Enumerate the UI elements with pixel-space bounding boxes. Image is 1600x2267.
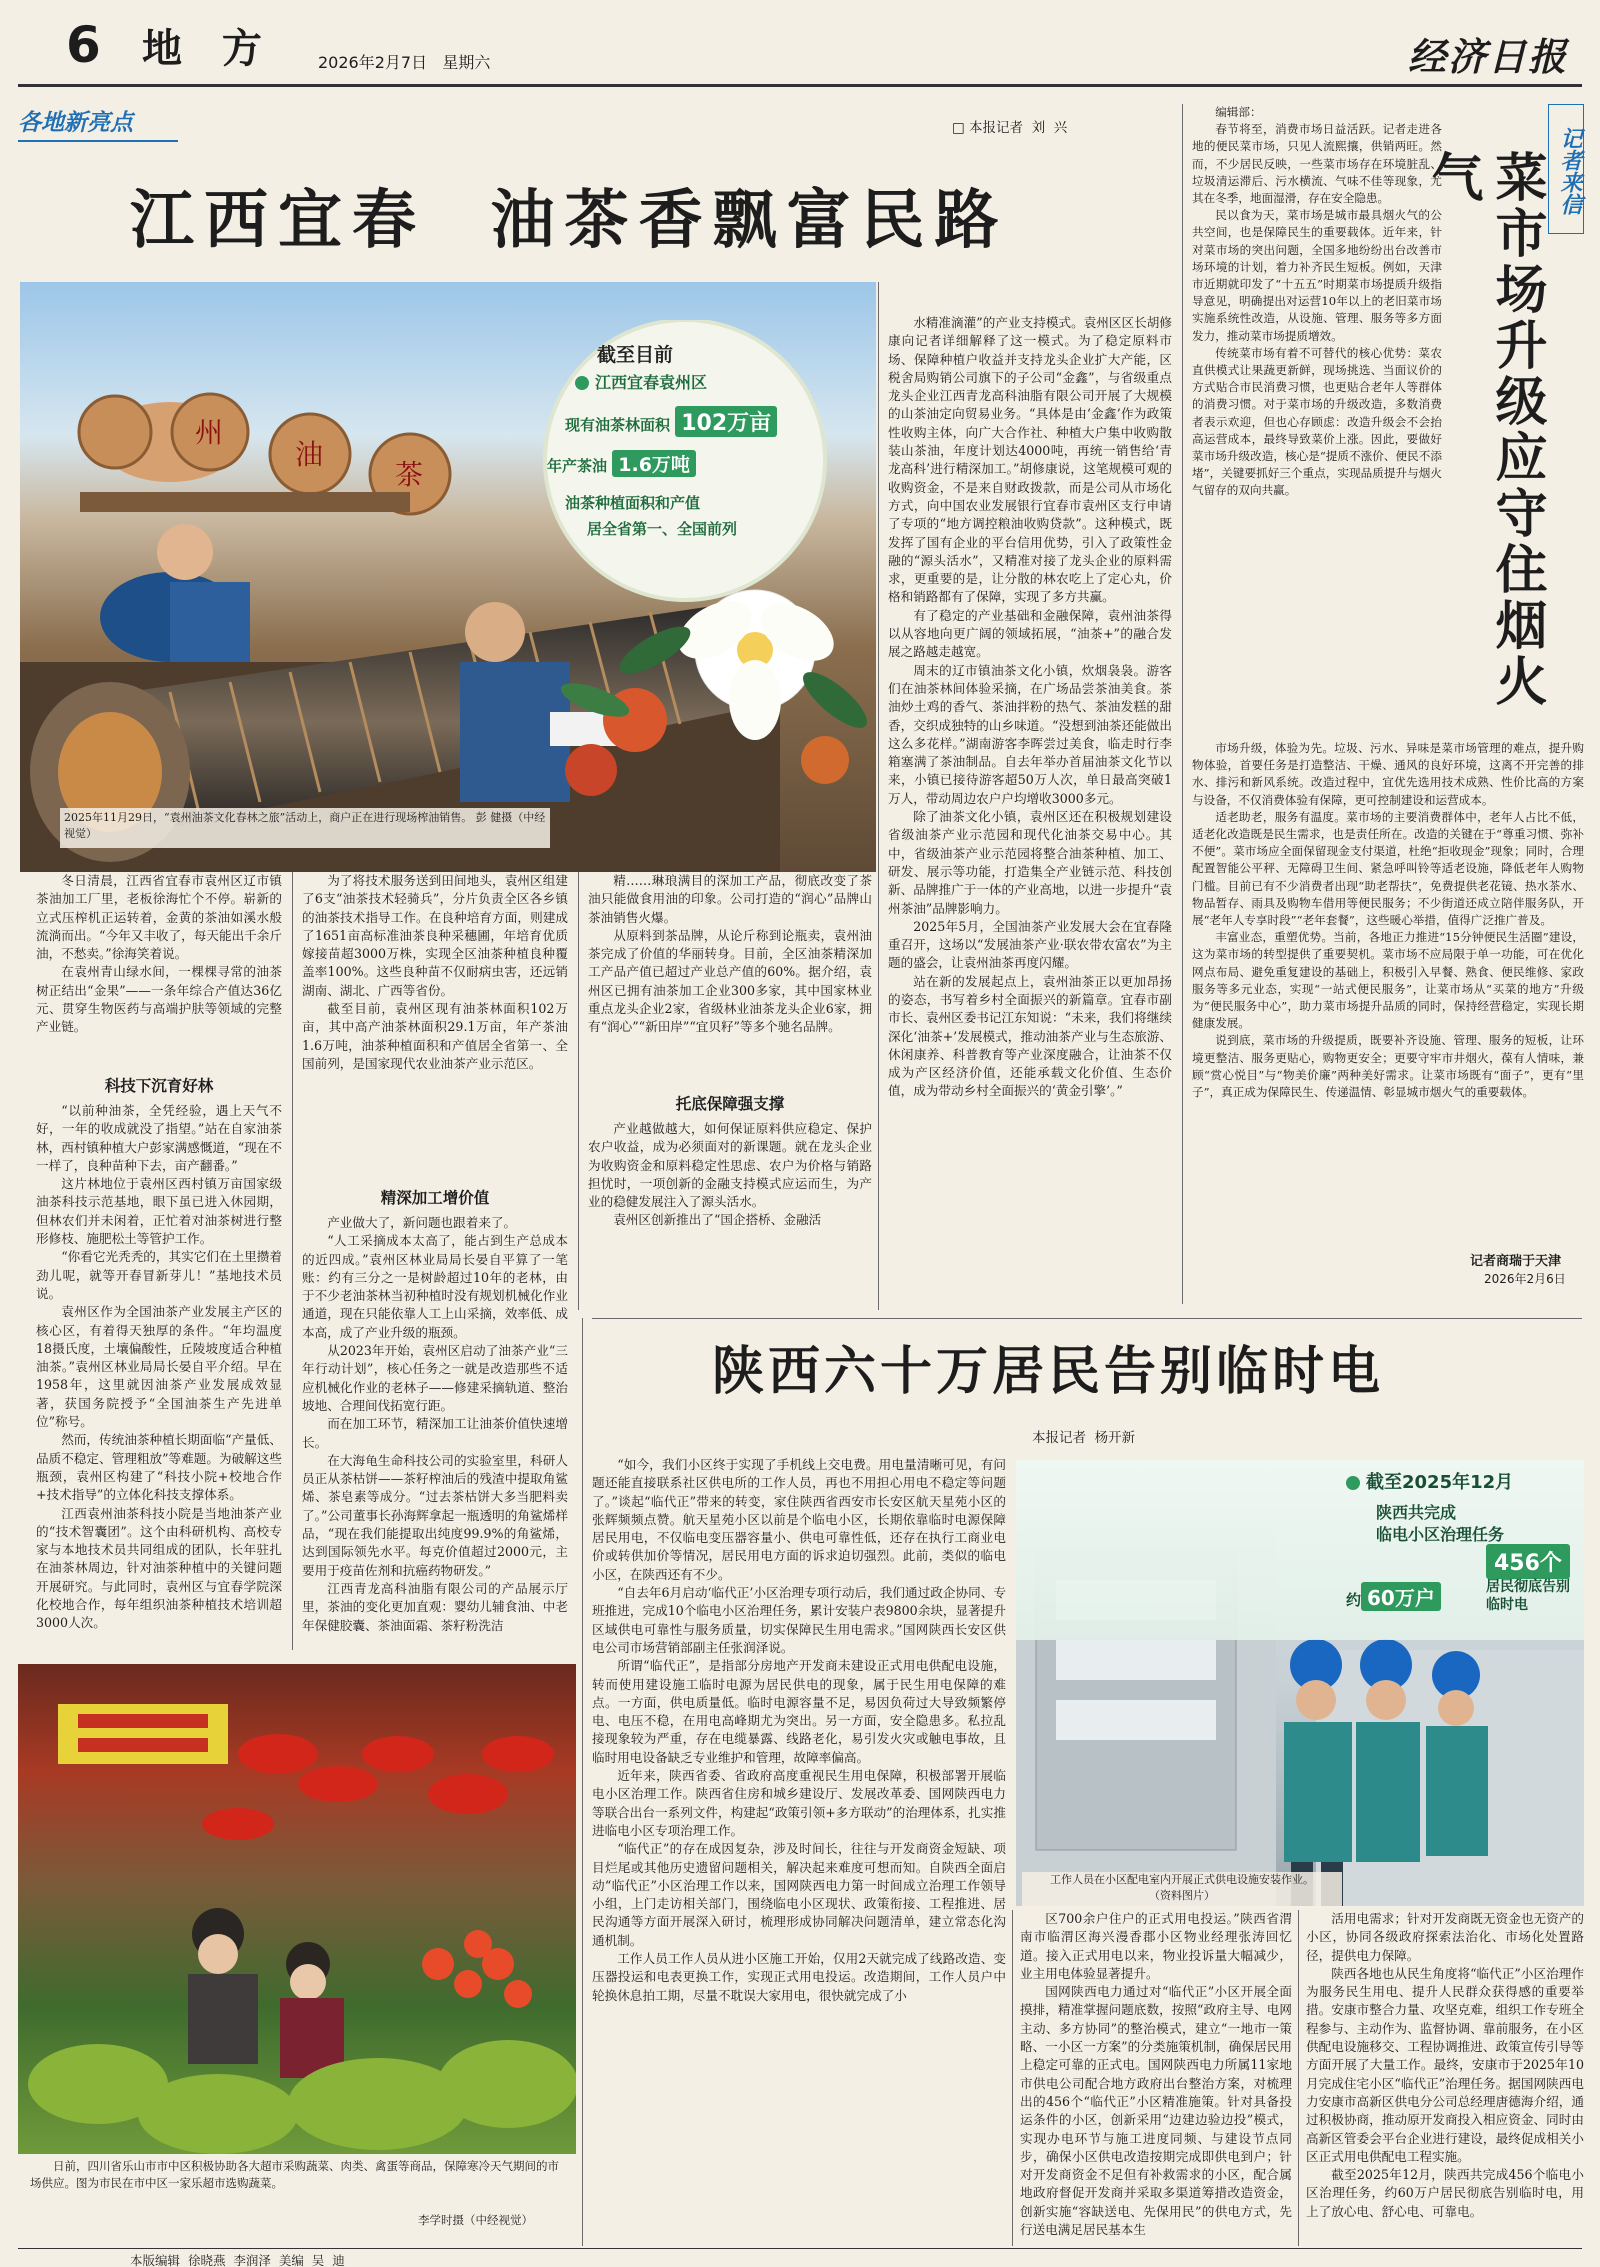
paragraph: 截至目前，袁州区现有油茶林面积102万亩，其中高产油茶林面积29.1万亩，年产茶油1.6万吨，油茶种植面积和产值居全省第一、全国前列，是国家现代农业油茶产业示范区。 <box>302 1001 568 1071</box>
editorial-tag: 记者来信 <box>1548 104 1584 234</box>
paragraph: 为了将技术服务送到田间地头，袁州区组建了6支“油茶技术轻骑兵”，分片负责全区各乡镇的油茶技术指导工作。在良种培育方面，则建成了1651亩高标准油茶良种采穗圃，年培育优质嫁接苗超3000万株，实现全区油茶种植良种覆盖率100%。这些良种苗不仅耐病虫害，还远销湖南、湖北、广西等省份。 <box>302 873 568 998</box>
editorial-signoff: 记者商瑞于天津 <box>1470 1254 1562 1269</box>
subhead-2: 精深加工增价值 <box>380 1189 490 1207</box>
shaanxi-photo-caption: 工作人员在小区配电室内开展正式供电设施安装作业。 （资料图片） <box>1022 1872 1342 1908</box>
market-photo-credit: 李学时摄（中经视觉） <box>418 2213 533 2227</box>
left-col3a <box>588 872 872 1088</box>
left-col2 <box>302 872 568 1182</box>
paragraph: 这片林地位于袁州区西村镇万亩国家级油茶科技示范基地，眼下虽已进入休园期，但林农们并未闲着，正忙着对油茶树进行整形修枝、施肥松土等管护工作。 <box>36 1176 282 1247</box>
headline: 江西宜春 油茶香飘富民路 <box>130 183 1009 258</box>
paragraph: “人工采摘成本太高了，能占到生产总成本的近四成。”袁州区林业局局长晏自平算了一笔账：约有三分之一是树龄超过10年的老林，由于不少老油茶林当初种植时没有规划机械化作业通道，现在只能依靠人工上山采摘，效率低、成本高，成了产业升级的瓶颈。 <box>302 1233 568 1340</box>
editorial-headline: 菜市场升级应守住烟火气 <box>1422 150 1546 710</box>
paragraph: “以前种油茶，全凭经验，遇上天气不好，一年的收成就没了指望。”站在自家油茶林，西村镇种植大户彭家满感慨道，“现在不一样了，良种苗种下去，亩产翻番。” <box>36 1103 282 1173</box>
info-row4: 居全省第一、全国前列 <box>587 520 738 538</box>
paragraph: 从2023年开始，袁州区启动了油茶产业“三年行动计划”，核心任务之一就是改造那些不适应机械化作业的老林子——修建采摘轨道、整治坡地、合理间伐拓宽行距。 <box>302 1343 568 1413</box>
shaanxi-info-value2: 约 60万户 <box>1346 1582 1441 1611</box>
shaanxi-col1 <box>592 1456 1006 2246</box>
svg-text:油: 油 <box>295 438 324 471</box>
paragraph: 2025年5月，全国油茶产业发展大会在宜春隆重召开，这场以“发展油茶产业·联农带农富农”为主题的盛会，让袁州油茶再度闪耀。 <box>888 918 1172 971</box>
paragraph: 水精准滴灌”的产业支持模式。袁州区区长胡修康向记者详细解释了这一模式。为了稳定原料市场、保障种植户收益并支持龙头企业扩大产能，区税舍局购销公司旗下的子公司“金鑫”，与省级重点龙头企业江西青龙高科油脂有限公司开展了大规模的山茶油定向贸易业务。“具体是由‘金鑫’作为政策性收购主体，向广大合作社、种植大户集中收购散装山茶油，年度计划达4000吨，再统一销售给‘青龙高科’进行精深加工。”胡修康说，这笔规模可观的收购资金，不是来自财政拨款，而是公司从市场化方式，向中国农业发展银行宜春市袁州区支行申请了专项的“地方调控粮油收购贷款”。这种模式，既发挥了国有企业的平台信用优势，引入了政策性金融的“源头活水”，又精准对接了龙头企业的原料需求，更重要的是，让分散的林农吃上了定心丸，价格和销路都有了保障，实现了多方共赢。 <box>888 315 1172 605</box>
paragraph: 编辑部： <box>1215 105 1262 119</box>
paragraph: 有了稳定的产业基础和金融保障，袁州油茶得以从容地向更广阔的领域拓展，“油茶+”的融合发展之路越走越宽。 <box>888 607 1172 660</box>
paragraph: 然而，传统油茶种植长期面临“产量低、品质不稳定、管理粗放”等难题。为破解这些瓶颈，袁州区构建了“科技小院+校地合作+技术指导”的立体化科技支撑体系。 <box>36 1432 282 1503</box>
paragraph: 从原料到茶品牌，从论斤称到论瓶卖，袁州油茶完成了价值的华丽转身。目前，全区油茶精深加工产品产值已超过产业总产值的60%。据介绍，袁州区已拥有油茶加工企业300多家，其中国家林业重点龙头企业2家，省级林业油茶龙头企业6家，拥有“润心”“新田岸”“宜贝籽”等多个驰名品牌。 <box>588 927 872 1035</box>
kicker: 各地新亮点 <box>18 104 178 142</box>
paragraph: 适老助老，服务有温度。菜市场的主要消费群体中，老年人占比不低，适老化改造既是民生需求，也是责任所在。改造的关键在于“尊重习惯、弥补不便”。菜市场应全面保留现金支付渠道，杜绝“拒收现金”现象；同时，合理配置智能公平秤、无障碍卫生间、紧急呼叫铃等适老设施，降低老年人购物门槛。目前已有不少消费者出现“助老帮扶”，免费提供老花镜、热水茶水、物品暂存、雨具及购物车借用等便民服务；不少街道还成立陪伴服务队，开展“老年人专享时段”“老年套餐”，这些暖心举措，值得广泛推广普及。 <box>1192 809 1584 928</box>
paragraph: “如今，我们小区终于实现了手机线上交电费。用电量清晰可见，有问题还能直接联系社区供电所的工作人员，再也不用担心用电不稳定等问题了。”谈起“临代正”带来的转变，家住陕西省西安市长安区航天星苑小区的张辉频频点赞。航天星苑小区以前是个临电小区，长期依靠临时电源保障居民用电，不仅临电变压器容量小、供电可靠性低，还存在执行工商业电价或转供加价等情况，居民用电方面的诉求迫切强烈。此前，类似的临电小区，在陕西还有不少。 <box>592 1457 1006 1582</box>
byline: □ 本报记者 刘 兴 <box>952 120 1068 136</box>
left-col1b <box>36 1102 282 1650</box>
shaanxi-col3 <box>1306 1910 1584 2246</box>
paragraph: “你看它光秃秃的，其实它们在土里攒着劲儿呢，就等开春冒新芽儿！”基地技术员说。 <box>36 1249 282 1301</box>
footer-editors: 本版编辑 徐晓燕 李润泽 美编 吴 迪 <box>130 2253 345 2267</box>
left-col1 <box>36 872 282 1074</box>
paragraph: 民以食为天，菜市场是城市最具烟火气的公共空间，也是保障民生的重要载体。近年来，针对菜市场的突出问题，全国多地纷纷出台改善市场环境的计划，着力补齐民生短板。例如，天津市近期就印发了“十五五”时期菜市场提质升级指导意见，明确提出对运营10年以上的老旧菜市场实施系统性改造，从设施、管理、服务等多方面发力，推动菜市场提质增效。 <box>1192 208 1442 343</box>
paragraph: “临代正”的存在成因复杂，涉及时间长，往往与开发商资金短缺、项目烂尾或其他历史遗留问题相关，解决起来难度可想而知。自陕西全面启动“临代正”小区治理工作以来，国网陕西电力第一时间成立治理工作领导小组，上门走访相关部门，围绕临电小区现状、政策衔接、工程推进、居民沟通等方面开展深入研讨，梳理形成协同解决问题清单，建立常态化沟通机制。 <box>592 1841 1006 1948</box>
paragraph: 袁州区创新推出了“国企搭桥、金融活 <box>613 1212 822 1228</box>
paragraph: 而在加工环节，精深加工让油茶价值快速增长。 <box>302 1416 568 1450</box>
market-photo-caption: 日前，四川省乐山市市中区积极协助各大超市采购蔬菜、肉类、禽蛋等商品，保障寒冷天气期间的市场供应。图为市民在市中区一家乐超市选购蔬菜。 <box>30 2159 559 2190</box>
shaanxi-info-value2-suffix: 居民彻底告别临时电 <box>1486 1579 1570 1613</box>
shaanxi-info-line2: 临电小区治理任务 <box>1376 1525 1505 1544</box>
market-photo <box>18 1664 576 2154</box>
paragraph: 截至2025年12月，陕西共完成456个临电小区治理任务，约60万户居民彻底告别临时电，用上了放心电、舒心电、可靠电。 <box>1306 2167 1584 2219</box>
paragraph: 陕西各地也从民生角度将“临代正”小区治理作为服务民生用电、提升人民群众获得感的重要举措。安康市整合力量、攻坚克难，组织工作专班全程参与、主动作为、监督协调、靠前服务，在小区供配电设施移交、工程协调推进、政策宣传引导等方面开展了大量工作。最终，安康市于2025年10月完成住宅小区“临代正”治理任务。据国网陕西电力安康市高新区供电分公司总经理唐德海介绍，通过积极协商，推动原开发商投入相应资金、同时由高新区管委会平台企业进行建设，最终促成相关小区正式用电供配电工程实施。 <box>1306 1965 1584 2164</box>
masthead: 经济日报 <box>1408 34 1569 79</box>
paragraph: 江西青龙高科油脂有限公司的产品展示厅里，茶油的变化更加直观：婴幼儿辅食油、中老年保健胶囊、茶油面霜、茶籽粉洗洁 <box>302 1580 568 1633</box>
paragraph: 说到底，菜市场的升级提质，既要补齐设施、管理、服务的短板，让环境更整洁、服务更贴心，购物更安全；更要守牢市井烟火，葆有人情味，兼顾“赏心悦目”与“物美价廉”两种美好需求。让菜市场既有“面子”，更有“里子”，真正成为保障民生、传递温情、彰显城市烟火气的重要载体。 <box>1192 1033 1584 1100</box>
paragraph: 产业做大了，新问题也跟着来了。 <box>327 1215 517 1230</box>
infographic-jiangxi <box>535 320 875 840</box>
subhead-1: 科技下沉育好林 <box>104 1077 214 1095</box>
paragraph: 近年来，陕西省委、省政府高度重视民生用电保障，积极部署开展临电小区治理工作。陕西省住房和城乡建设厅、发展改革委、国网陕西电力等联合出台一系列文件，构建起“政策引领+多方联动”的治理体系，扎实推进临电小区专项治理工作。 <box>592 1768 1006 1838</box>
left-col4 <box>888 314 1172 1310</box>
paragraph: 周末的辽市镇油茶文化小镇，炊烟袅袅。游客们在油茶林间体验采摘，在广场品尝茶油美食。茶油炒土鸡的香气、茶油拌粉的热气、茶油发糕的甜香，交织成独特的山乡味道。“没想到油茶还能做出这么多花样。”湖南游客李晖尝过美食，临走时行李箱塞满了茶油制品。自去年举办首届油茶文化节以来，小镇已接待游客超50万人次，单日最高突破1万人，带动周边农户户均增收3000多元。 <box>888 662 1172 806</box>
page-header <box>0 0 1600 86</box>
paragraph: “自去年6月启动‘临代正’小区治理专项行动后，我们通过政企协同、专班推进，完成10个临电小区治理任务，累计安装户表9800余块，显著提升区域供电可靠性与服务质量，切实保障民生用电需求。”国网陕西长安区供电公司市场营销部副主任张润泽说。 <box>592 1585 1006 1655</box>
shaanxi-photo-electricians <box>1016 1460 1584 1906</box>
info-row3: 油茶种植面积和产值 <box>565 494 701 512</box>
paragraph: 丰富业态，重塑优势。当前，各地正力推进“15分钟便民生活圈”建设，这为菜市场的转型提供了重要契机。菜市场不应局限于单一功能，可在优化网点布局、避免重复建设的基础上，积极引入早餐、熟食、便民维修、家政服务等多元业态，实现“一站式便民服务”，让菜市场从“买菜的地方”升级为“便民服务中心”，助力菜市场提升品质的同时，保持经营稳定，实现长期健康发展。 <box>1192 930 1584 1031</box>
paragraph: 产业越做越大，如何保证原料供应稳定、保护农户收益，成为必须面对的新课题。就在龙头企业为收购资金和原料稳定性思虑、农户为价格与销路担忧时，一项创新的金融支持模式应运而生，为产业的稳健发展注入了源头活水。 <box>588 1121 872 1210</box>
paragraph: 活用电需求；针对开发商既无资金也无资产的小区，协同各级政府探索法治化、市场化处置路径，提供电力保障。 <box>1306 1911 1584 1963</box>
shaanxi-byline: 本报记者 杨开新 <box>1032 1430 1136 1446</box>
editorial-intro <box>1192 104 1442 736</box>
paragraph: 区700余户住户的正式用电投运。”陕西省渭南市临渭区海兴漫香郡小区物业经理张涛回忆道。接入正式用电以来，物业投诉量大幅减少，业主用电体验显著提升。 <box>1020 1911 1292 1981</box>
paragraph: 精……琳琅满目的深加工产品，彻底改变了茶油只能做食用油的印象。公司打造的“润心”品牌山茶油销售火爆。 <box>588 873 872 925</box>
paragraph: 除了油茶文化小镇，袁州区还在积极规划建设省级油茶产业示范园和现代化油茶交易中心。其中，省级油茶产业示范园将整合油茶种植、加工、研发、展示等功能，打造集全产业链示范、科技创新、品牌推广于一体的产业高地，以进一步提升“袁州茶油”品牌影响力。 <box>888 809 1172 916</box>
subhead-3: 托底保障强支撑 <box>675 1095 785 1113</box>
paragraph: 冬日清晨，江西省宜春市袁州区辽市镇茶油加工厂里，老板徐海忙个不停。崭新的立式压榨机正运转着，金黄的茶油如溪水般流淌而出。“今年又丰收了，每天能出千余斤油，不愁卖。”徐海笑着说。 <box>36 873 282 962</box>
paragraph: 市场升级，体验为先。垃圾、污水、异味是菜市场管理的难点，提升购物体验，首要任务是打造整洁、干燥、通风的良好环境，这离不开完善的排水、排污和新风系统。改造过程中，宜优先选用技术成熟、性价比高的方案与设备，不仅消费体验有保障，更可控制建设和运营成本。 <box>1192 741 1584 807</box>
svg-text:州: 州 <box>195 416 224 449</box>
paragraph: 工作人员工作人员从进小区施工开始，仅用2天就完成了线路改造、变压器投运和电表更换工作，实现正式用电投运。改造期间，工作人员户中轮换休息拍工期，尽量不耽误大家用电，很快就完成了小 <box>592 1951 1006 2003</box>
paragraph: 在大海龟生命科技公司的实验室里，科研人员正从茶枯饼——茶籽榨油后的残渣中提取角鲨烯、茶皂素等成分。“过去茶枯饼大多当肥料卖了。”公司董事长孙海辉拿起一瓶透明的角鲨烯样品，“现在我们能提取出纯度99.9%的角鲨烯，达到国际领先水平。每克价值超过2000元，主要用于疫苗佐剂和抗癌药物研发。” <box>302 1452 568 1578</box>
shaanxi-info-title: 截至2025年12月 <box>1346 1468 1513 1494</box>
info-area: 江西宜春袁州区 <box>575 370 707 393</box>
paragraph: 传统菜市场有着不可替代的核心优势：菜农直供模式让果蔬更新鲜，现场挑选、当面议价的方式贴合市民消费习惯，也更贴合老年人等群体的消费习惯。对于菜市场的升级改造，多数消费者表示欢迎，但也心存顾虑：改造升级会不会抬高运营成本，最终导致菜价上涨。因此，要做好菜市场升级改造，核心是“提质不涨价、便民不添堵”，关键要抓好三个重点，实现品质提升与烟火气留存的双向共赢。 <box>1192 345 1442 498</box>
paragraph: 站在新的发展起点上，袁州油茶正以更加昂扬的姿态，书写着乡村全面振兴的新篇章。宜春市副市长、袁州区委书记江东知说：“未来，我们将继续深化‘油茶+’发展模式，推动油茶产业与生态旅游、休闲康养、科普教育等产业深度融合，让油茶不仅成为产区经济价值，还能承载文化价值、生态价值，成为带动乡村全面振兴的‘黄金引擎’。” <box>888 973 1172 1099</box>
paragraph: 春节将至，消费市场日益活跃。记者走进各地的便民菜市场，只见人流熙攘，供销两旺。然而，不少居民反映，一些菜市场存在环境脏乱、垃圾清运滞后、污水横流、气味不佳等现象，尤其在冬季，地面湿滑，存在安全隐患。 <box>1192 122 1442 206</box>
shaanxi-info-line1: 陕西共完成 <box>1376 1503 1457 1522</box>
left-col2b <box>302 1214 568 1650</box>
shaanxi-headline: 陕西六十万居民告别临时电 <box>712 1341 1385 1402</box>
main-photo-caption: 2025年11月29日，“袁州油茶文化春林之旅”活动上，商户正在进行现场榨油销售。 彭 健摄（中经视觉） <box>60 808 550 848</box>
paragraph: 国网陕西电力通过对“临代正”小区开展全面摸排，精准掌握问题底数，按照“政府主导、电网主动、多方协同”的整治模式，建立“一地市一策略、一小区一方案”的分类施策机制，确保居民用上稳定可靠的正式电。国网陕西电力所属11家地市供电公司配合地方政府出台整治方案，对梳理出的456个“临代正”小区精准施策。针对具备投运条件的小区，创新采用“边建边验边投”模式，实现办电环节与施工进度同频、与建设节点同步，确保小区供电改造按期完成即供电到户；针对开发商资金不足但有补救需求的小区，配合属地政府督促开发商并采取多渠道筹措改造资金，创新实施“容缺送电、先保用民”的供电方式，先行送电满足居民基本生 <box>1020 1984 1292 2238</box>
paragraph: 在袁州青山绿水间，一棵棵寻常的油茶树正结出“金果”——一条年综合产值达36亿元、贯穿生物医药与高端护肤等领域的完整产业链。 <box>36 964 282 1035</box>
paragraph: 江西袁州油茶科技小院是当地油茶产业的“技术智囊团”。这个由科研机构、高校专家与本地技术员共同组成的团队，长年驻扎在油茶林周边，针对油茶种植中的关键问题开展研究。与此同时，袁州区与宜春学院深化校地合作，每年组织油茶种植技术培训超3000人次。 <box>36 1505 282 1631</box>
svg-text:茶: 茶 <box>395 458 424 491</box>
info-row1: 现有油茶林面积 102万亩 <box>565 406 777 437</box>
shaanxi-info-value1: 456个 <box>1486 1544 1570 1579</box>
shaanxi-col2-body <box>1020 1910 1292 2246</box>
page-number: 6 <box>66 16 101 74</box>
info-title: 截至目前 <box>597 344 674 366</box>
editorial-body <box>1192 740 1584 1244</box>
shaanxi-info-panel <box>1016 1460 1584 1640</box>
editorial-signoff-date: 2026年2月6日 <box>1484 1272 1566 1286</box>
section-title: 地 方 <box>142 25 266 72</box>
paragraph: 所谓“临代正”，是指部分房地产开发商未建设正式用电供配电设施，转而使用建设施工临时电源为居民供电的现象，属于民生用电保障的难点。一方面，供电质量低。临时电源容量不足，易因负荷过大导致频繁停电、电压不稳，在用电高峰期尤为突出。另一方面，安全隐患多。私拉乱接现象较为严重，存在电缆暴露、线路老化，易引发火灾或触电事故，且临时用电设备缺乏专业维护和管理，故障率偏高。 <box>592 1658 1006 1765</box>
paragraph: 袁州区作为全国油茶产业发展主产区的核心区，有着得天独厚的条件。“年均温度18摄氏度，土壤偏酸性，丘陵坡度适合种植油茶。”袁州区林业局局长晏自平介绍。早在1958年，这里就因油茶产业发展成效显著，获国务院授予“全国油茶生产先进单位”称号。 <box>36 1304 282 1430</box>
info-row2: 年产茶油 1.6万吨 <box>547 450 696 477</box>
issue-date: 2026年2月7日 星期六 <box>318 53 491 72</box>
left-col3b <box>588 1120 872 1310</box>
